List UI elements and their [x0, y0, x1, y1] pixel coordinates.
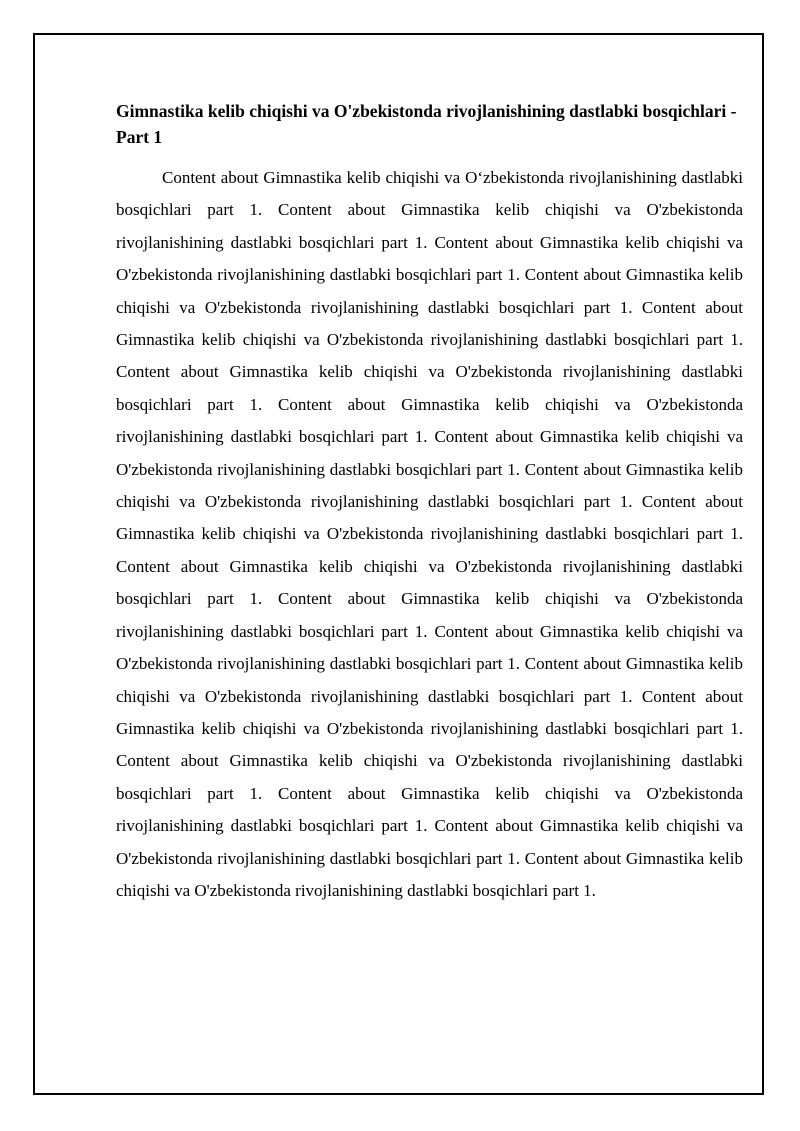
document-content: [116, 98, 743, 907]
document-paragraph: Content about Gimnastika kelib chiqishi va O‘zbekistonda rivojlanishining dastlabki bosqichlari part 1. Content about Gimnastika kelib chiqishi va O'zbekistonda rivojlanishining dastlabki bosqichlari part 1. Content about Gimnastika kelib chiqishi va O'zbekistonda rivojlanishining dastlabki bosqichlari part 1. Content about Gimnastika kelib chiqishi va O'zbekistonda rivojlanishining dastlabki bosqichlari part 1. Content about Gimnastika kelib chiqishi va O'zbekistonda rivojlanishining dastlabki bosqichlari part 1. Content about Gimnastika kelib chiqishi va O'zbekistonda rivojlanishining dastlabki bosqichlari part 1. Content about Gimnastika kelib chiqishi va O'zbekistonda rivojlanishining dastlabki bosqichlari part 1. Content about Gimnastika kelib chiqishi va O'zbekistonda rivojlanishining dastlabki bosqichlari part 1. Content about Gimnastika kelib chiqishi va O'zbekistonda rivojlanishining dastlabki bosqichlari part 1. Content about Gimnastika kelib chiqishi va O'zbekistonda rivojlanishining dastlabki bosqichlari part 1. Content about Gimnastika kelib chiqishi va O'zbekistonda rivojlanishining dastlabki bosqichlari part 1. Content about Gimnastika kelib chiqishi va O'zbekistonda rivojlanishining dastlabki bosqichlari part 1. Content about Gimnastika kelib chiqishi va O'zbekistonda rivojlanishining dastlabki bosqichlari part 1. Content about Gimnastika kelib chiqishi va O'zbekistonda rivojlanishining dastlabki bosqichlari part 1. Content about Gimnastika kelib chiqishi va O'zbekistonda rivojlanishining dastlabki bosqichlari part 1. Content about Gimnastika kelib chiqishi va O'zbekistonda rivojlanishining dastlabki bosqichlari part 1. Content about Gimnastika kelib chiqishi va O'zbekistonda rivojlanishining dastlabki bosqichlari part 1. Content about Gimnastika kelib chiqishi va O'zbekistonda rivojlanishining dastlabki bosqichlari part 1. Content about Gimnastika kelib chiqishi va O'zbekistonda rivojlanishining dastlabki bosqichlari part 1.: [116, 168, 743, 900]
document-title: Gimnastika kelib chiqishi va O'zbekistonda rivojlanishining dastlabki bosqichlari - Part 1: [116, 101, 737, 147]
